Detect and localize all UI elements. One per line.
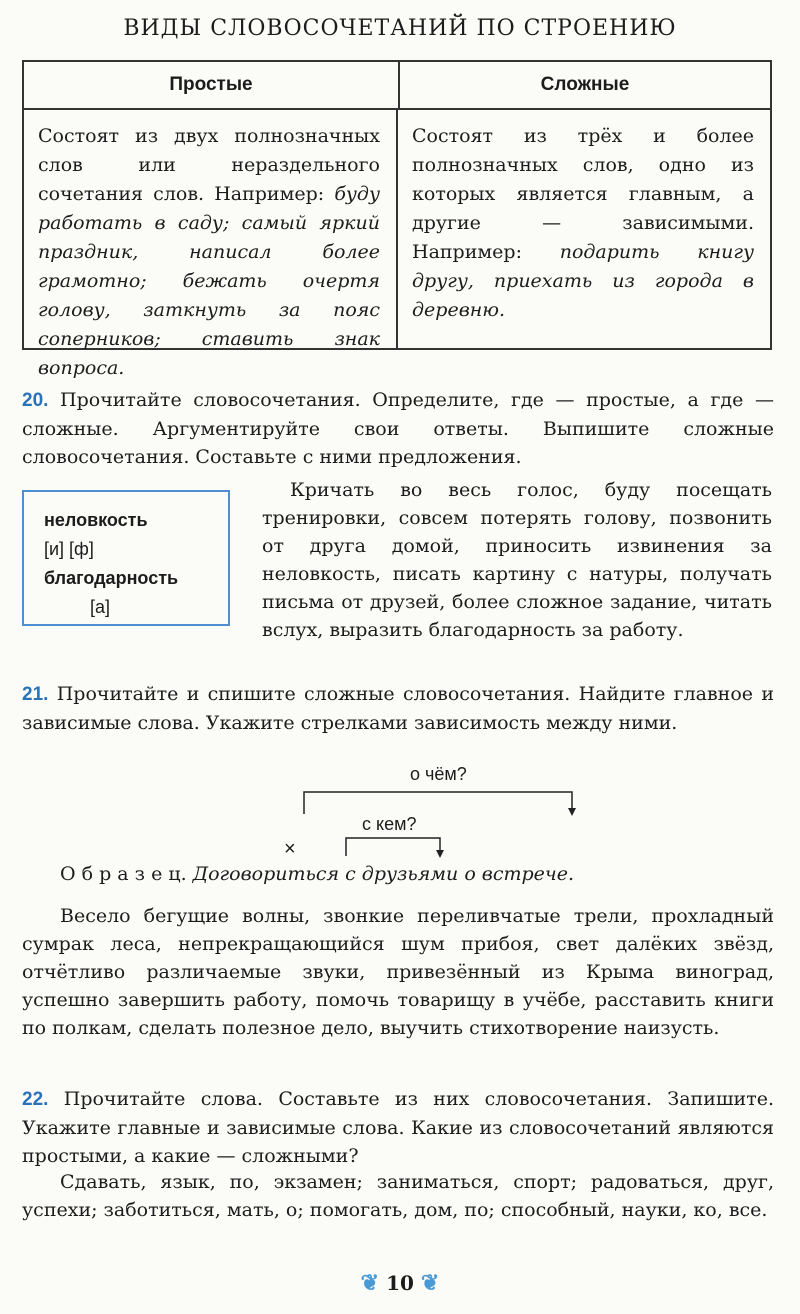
- box-sounds-1: [и] [ф]: [44, 539, 94, 559]
- cell-complex: [398, 110, 770, 350]
- dependency-diagram: [0, 764, 800, 864]
- page-number-footer: [0, 1270, 800, 1296]
- cell-complex-text: Состоят из трёх и более полнозначных слов, одно из которых является главным, а другие — зависимыми. Например:: [412, 125, 754, 263]
- box-word-2: благодарность: [44, 568, 179, 588]
- exercise-22-task-text: Прочитайте слова. Составьте из них словосочетания. Запишите. Укажите главные и зависимые слова. Какие из словосочетаний являются простыми, а какие — сложными?: [22, 1088, 774, 1167]
- cell-simple: [24, 110, 398, 379]
- cell-simple-text: Состоят из двух полнозначных слов или нераздельного сочетания слов. Например:: [38, 125, 380, 205]
- page-number: 10: [386, 1271, 414, 1295]
- exercise-21-text: Весело бегущие волны, звонкие переливчатые трели, прохладный сумрак леса, непрекращающийся шум прибоя, свет далёких звёзд, отчётливо различаемые звуки, привезённый из Крыма виноград, успешно завершить работу, помочь товарищу в учёбе, расставить книги по полкам, сделать полезное дело, выучить стихотворение наизусть.: [22, 905, 774, 1039]
- exercise-20-text: Кричать во весь голос, буду посещать тренировки, совсем потерять голову, позвонить от друга домой, приносить извинения за неловкость, писать картину с натуры, получать письма от друзей, более сложное задание, читать вслух, выразить благодарность за работу.: [262, 479, 772, 641]
- box-word-1: неловкость: [44, 510, 148, 530]
- table-header: [24, 62, 770, 110]
- spelling-box: [22, 490, 230, 626]
- arrow-with-whom: [346, 838, 440, 856]
- cell-complex-examples: подарить книгу другу, приехать из города в деревню.: [412, 241, 754, 321]
- exercise-21-task: [22, 680, 774, 737]
- exercise-21-task-text: Прочитайте и спишите сложные словосочетания. Найдите главное и зависимые слова. Укажите стрелками зависимость между ними.: [22, 683, 774, 734]
- exercise-22-text: Сдавать, язык, по, экзамен; заниматься, спорт; радоваться, друг, успехи; заботиться, мать, о; помогать, дом, по; способный, науки, ко, все.: [22, 1171, 774, 1221]
- box-sounds-2: [а]: [90, 597, 111, 617]
- header-simple: Простые: [24, 62, 400, 108]
- exercise-22-number: 22.: [22, 1089, 49, 1110]
- question-label-1: о чём?: [410, 764, 467, 784]
- page-title: ВИДЫ СЛОВОСОЧЕТАНИЙ ПО СТРОЕНИЮ: [123, 16, 677, 41]
- sample-label: О б р а з е ц.: [60, 863, 187, 885]
- exercise-22-task: [22, 1085, 774, 1170]
- arrow-about-what: [304, 792, 572, 814]
- ornament-right-icon: ❦: [420, 1270, 440, 1296]
- exercise-20-task-text: Прочитайте словосочетания. Определите, где — простые, а где — сложные. Аргументируйте свои ответы. Выпишите сложные словосочетания. Составьте с ними предложения.: [22, 389, 774, 468]
- cell-simple-examples: буду работать в саду; самый яркий праздник, написал более грамотно; бежать очертя голову, заткнуть за пояс соперников; ставить знак вопроса.: [38, 183, 380, 379]
- sample-line: [22, 860, 774, 888]
- phrase-types-table: [22, 60, 772, 379]
- exercise-20-task: [22, 386, 774, 471]
- arrowhead-1: [568, 808, 576, 816]
- exercise-20-number: 20.: [22, 390, 49, 411]
- cross-mark: ×: [284, 838, 296, 860]
- table-body: [24, 110, 770, 379]
- arrows-svg: [0, 764, 800, 864]
- sample-text: Договориться с друзьями о встрече.: [192, 863, 575, 885]
- question-label-2: с кем?: [362, 814, 417, 834]
- exercise-21-number: 21.: [22, 684, 49, 705]
- arrowhead-2: [436, 850, 444, 858]
- ornament-left-icon: ❦: [360, 1270, 380, 1296]
- header-complex: Сложные: [540, 74, 630, 95]
